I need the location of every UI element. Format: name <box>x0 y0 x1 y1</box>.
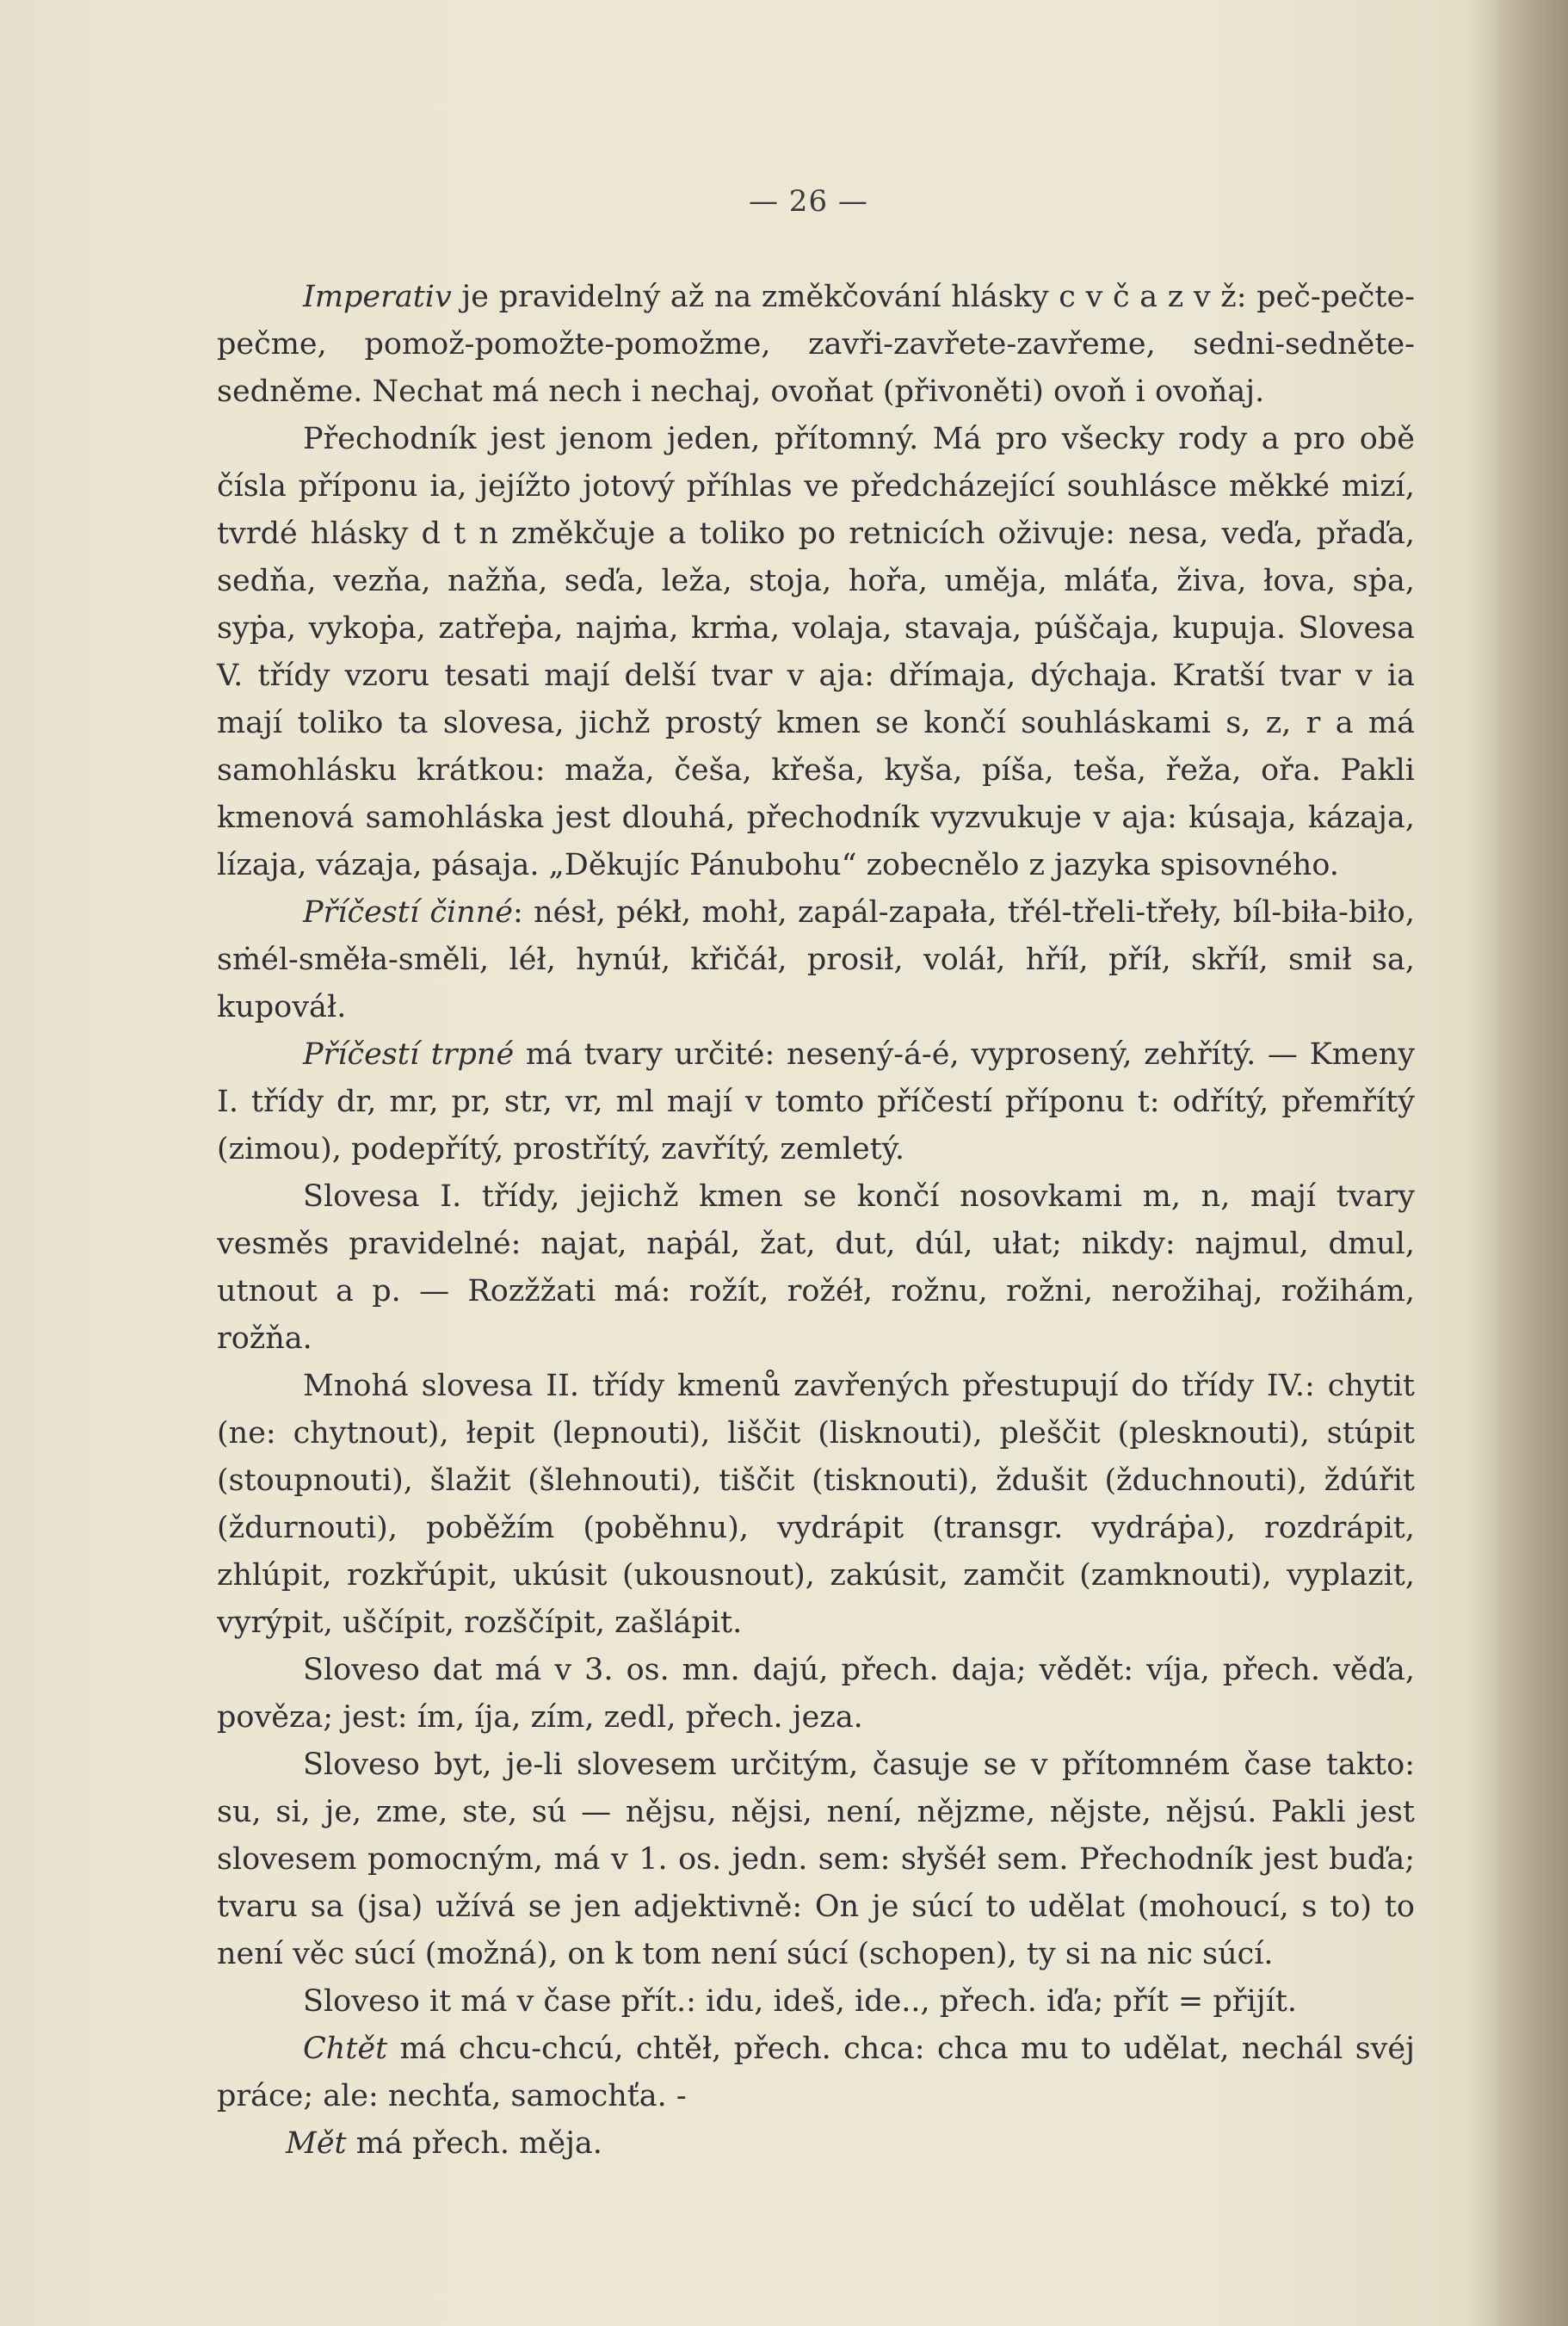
paragraph-prechodnik <box>217 416 1415 889</box>
paragraph-pricesti-cinne-text: : nésł, pékł, mohł, zapál-zapała, třél-třeli-třeły, bíl-biła-biło, sṁél-směła-směli, léł, hynúł, křičáł, prosił, voláł, hříł, příł, skříł, smił sa, kupováł. <box>217 895 1415 1024</box>
paragraph-sloveso-byt <box>217 1741 1415 1978</box>
runin-imperativ: Imperativ <box>303 280 452 314</box>
paragraph-pricesti-cinne <box>217 889 1415 1031</box>
paragraph-sloveso-it <box>217 1978 1415 2026</box>
paragraph-imperativ <box>217 274 1415 416</box>
paragraph-met <box>217 2120 1415 2168</box>
paragraph-chtet <box>217 2026 1415 2120</box>
paragraph-imperativ-text: je pravidelný až na změkčování hlásky c v č a z v ž: peč-pečte-pečme, pomož-pomožte-pomožme, zavři-zavřete-zavřeme, sedni-sedněte-sedněme. Nechat má nech i nechaj, ovoňat (přivoněti) ovoň i ovoňaj. <box>217 280 1415 409</box>
paragraph-mnoha-slovesa-text: Mnohá slovesa II. třídy kmenů zavřených přestupují do třídy IV.: chytit (ne: chytnout), łepit (lepnouti), liščit (lisknouti), pleščit (plesknouti), stúpit (stoupnouti), šlažit (šlehnouti), tiščit (tisknouti), ždušit (žduchnouti), ždúřit (ždurnouti), poběžím (poběhnu), vydrápit (transgr. vydráṗa), rozdrápit, zhlúpit, rozkřúpit, ukúsit (ukousnout), zakúsit, zamčit (zamknouti), vyplazit, vyrýpit, uščípit, rozščípit, zašlápit. <box>217 1369 1415 1640</box>
page-text <box>217 274 1415 2168</box>
runin-chtet: Chtět <box>303 2032 388 2066</box>
paragraph-slovesa-i <box>217 1173 1415 1363</box>
paragraph-sloveso-byt-text: Sloveso byt, je-li slovesem určitým, časuje se v přítomném čase takto: su, si, je, zme, ste, sú — nějsu, nějsi, není, nějzme, nějste, nějsú. Pakli jest slovesem pomocným, má v 1. os. jedn. sem: słyšéł sem. Přechodník jest buďa; tvaru sa (jsa) užívá se jen adjektivně: On je súcí to udělat (mohoucí, s to) to není věc súcí (možná), on k tom není súcí (schopen), ty si na nic súcí. <box>217 1748 1415 1971</box>
paragraph-sloveso-it-text: Sloveso it má v čase přít.: idu, ideš, ide.., přech. iďa; přít = přijít. <box>303 1984 1297 2019</box>
runin-pricesti-cinne: Příčestí činné <box>303 895 513 930</box>
paragraph-met-text: má přech. měja. <box>346 2126 602 2161</box>
paragraph-pricesti-trpne <box>217 1031 1415 1173</box>
paragraph-mnoha-slovesa <box>217 1363 1415 1647</box>
paragraph-sloveso-dat <box>217 1647 1415 1741</box>
page-edge-shadow <box>1463 0 1568 2326</box>
paragraph-chtet-text: má chcu-chcú, chtěł, přech. chca: chca mu to udělat, nechál svéj práce; ale: nechťa, samochťa. - <box>217 2032 1415 2113</box>
paragraph-slovesa-i-text: Slovesa I. třídy, jejichž kmen se končí nosovkami m, n, mají tvary vesměs pravidelné: najat, naṗál, žat, dut, dúl, ułat; nikdy: najmul, dmul, utnout a p. — Rozžžati má: rožít, rožéł, rožnu, rožni, nerožihaj, rožihám, rožňa. <box>217 1179 1415 1356</box>
runin-met: Mět <box>286 2126 347 2161</box>
runin-pricesti-trpne: Příčestí trpné <box>303 1037 515 1072</box>
paragraph-sloveso-dat-text: Sloveso dat má v 3. os. mn. dajú, přech. daja; vědět: víja, přech. věďa, povězа; jest: ím, íja, zím, zedl, přech. jeza. <box>217 1653 1415 1735</box>
paragraph-pricesti-trpne-text: má tvary určité: nesený-á-é, vyprosený, zehřítý. — Kmeny I. třídy dr, mr, pr, str, vr, ml mají v tomto příčestí příponu t: odřítý, přemřítý (zimou), podepřítý, prostřítý, zavřítý, zemletý. <box>217 1037 1416 1166</box>
page-number: — 26 — <box>749 184 868 219</box>
paragraph-prechodnik-text: Přechodník jest jenom jeden, přítomný. Má pro všecky rody a pro obě čísla příponu ia, jejížto jotový příhlas ve předcházející souhlásce měkké mizí, tvrdé hlásky d t n změkčuje a toliko po retnicích oživuje: nesa, veďa, přaďa, sedňa, vezňa, nažňa, seďa, leža, stoja, hořa, uměja, mláťa, živa, łova, sṗa, syṗa, vykoṗa, zatřeṗa, najṁa, krṁa, volaja, stavaja, púščaja, kupuja. Slovesa V. třídy vzoru tesati mají delší tvar v aja: dřímaja, dýchaja. Kratší tvar v ia mají toliko ta slovesa, jichž prostý kmen se končí souhláskami s, z, r a má samohlásku krátkou: maža, češa, křeša, kyša, píša, teša, řeža, ořa. Pakli kmenová samohláska jest dlouhá, přechodník vyzvukuje v aja: kúsaja, kázaja, lízaja, vázaja, pásaja. „Děkujíc Pánubohu“ zobecnělo z jazyka spisovného. <box>217 422 1415 882</box>
